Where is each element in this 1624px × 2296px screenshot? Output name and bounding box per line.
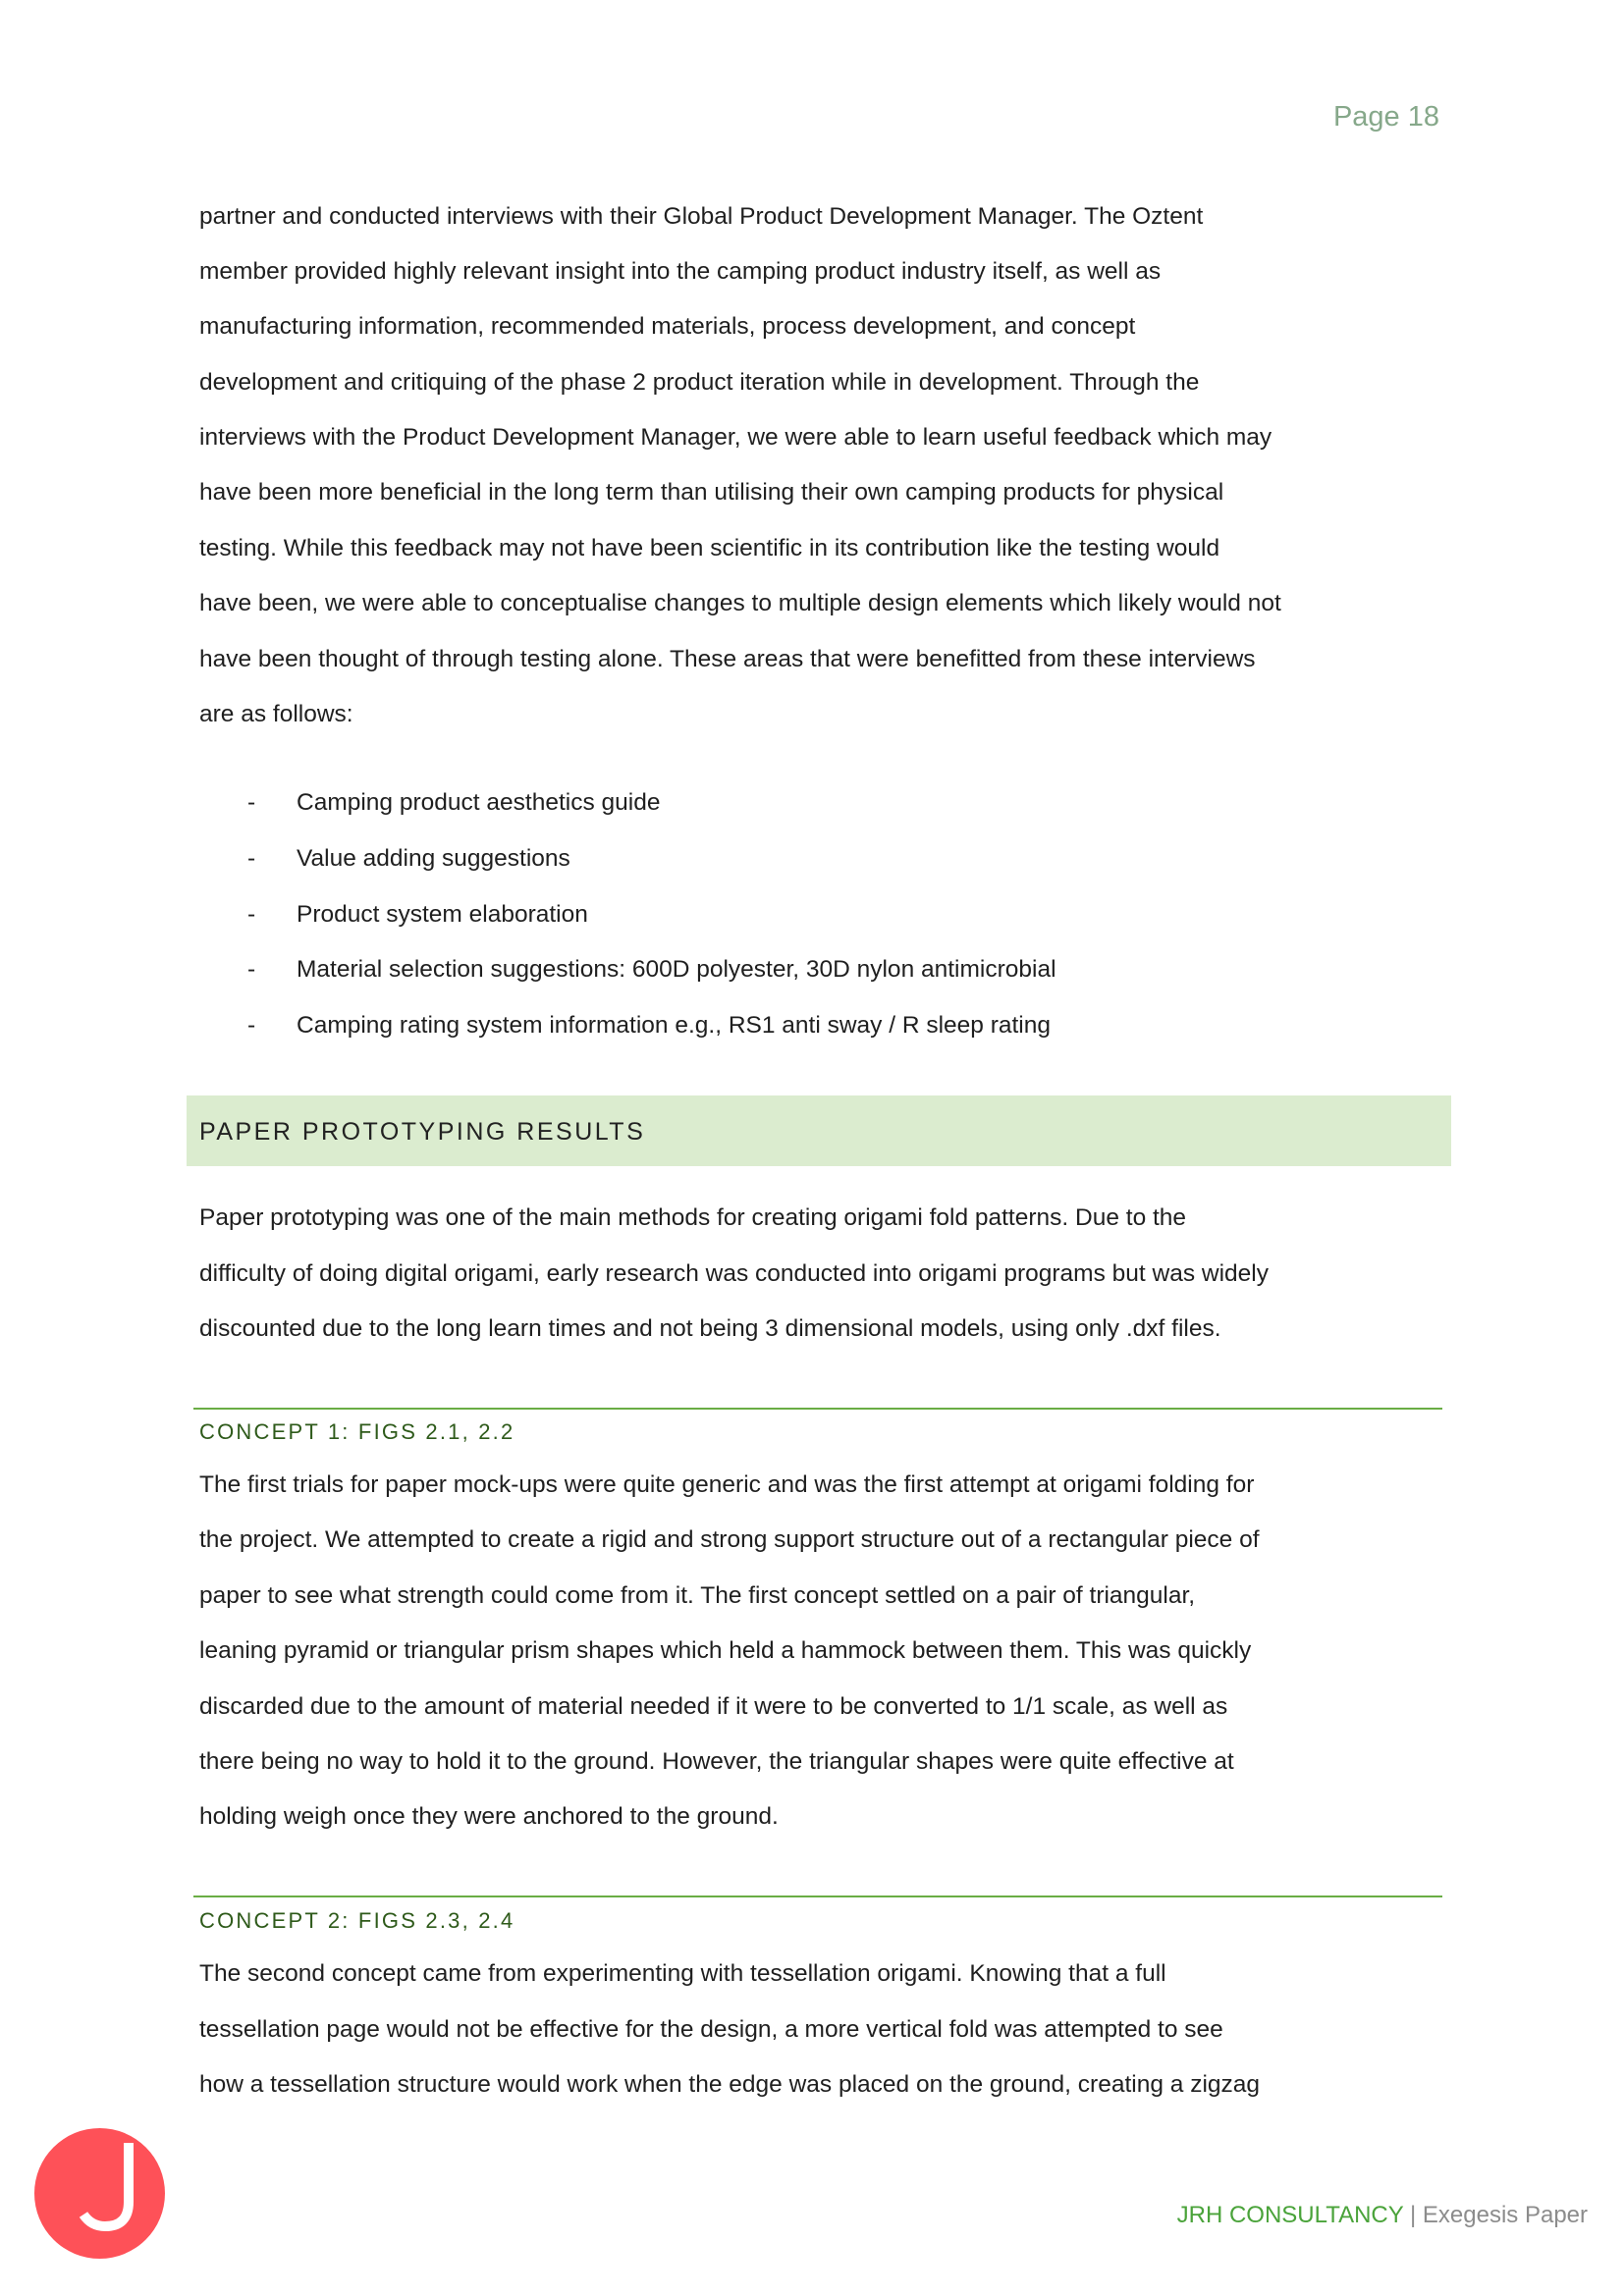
list-item: Material selection suggestions: 600D polyester, 30D nylon antimicrobial [297,956,1056,983]
page-number: Page 18 [1332,101,1439,133]
text-line: partner and conducted interviews with their Global Product Development Manager. The Oztent [199,203,1204,230]
text-line: there being no way to hold it to the ground. However, the triangular shapes were quite effective at [199,1748,1234,1775]
text-line: testing. While this feedback may not have been scientific in its contribution like the testing would [199,535,1220,561]
divider [193,1408,1442,1410]
letter-j-icon [34,2128,165,2259]
text-line: discounted due to the long learn times and not being 3 dimensional models, using only .dxf files. [199,1315,1221,1342]
bullet-dash: - [247,901,256,928]
list-item: Camping rating system information e.g., RS1 anti sway / R sleep rating [297,1012,1052,1039]
concept1-heading: CONCEPT 1: FIGS 2.1, 2.2 [199,1419,515,1444]
text-line: paper to see what strength could come from it. The first concept settled on a pair of triangular, [199,1582,1196,1609]
text-line: The second concept came from experimenting with tessellation origami. Knowing that a full [199,1960,1166,1987]
text-line: development and critiquing of the phase 2 product iteration while in development. Through the [199,369,1200,396]
footer-brand: JRH CONSULTANCY [1176,2202,1404,2228]
text-line: the project. We attempted to create a rigid and strong support structure out of a rectangular piece of [199,1526,1260,1553]
text-line: holding weigh once they were anchored to the ground. [199,1803,779,1830]
footer-document-title: Exegesis Paper [1422,2202,1588,2228]
text-line: how a tessellation structure would work when the edge was placed on the ground, creating a zigzag [199,2071,1261,2098]
text-line: interviews with the Product Development Manager, we were able to learn useful feedback which may [199,424,1272,451]
text-line: The first trials for paper mock-ups were quite generic and was the first attempt at origami folding for [199,1471,1255,1498]
text-line: tessellation page would not be effective for the design, a more vertical fold was attempted to see [199,2016,1223,2043]
text-line: discarded due to the amount of material needed if it were to be converted to 1/1 scale, as well as [199,1693,1228,1720]
text-line: manufacturing information, recommended materials, process development, and concept [199,313,1136,340]
list-item: Value adding suggestions [297,845,570,872]
bullet-dash: - [247,956,256,983]
bullet-dash: - [247,845,256,872]
text-line: leaning pyramid or triangular prism shapes which held a hammock between them. This was quickly [199,1637,1252,1664]
concept2-heading: CONCEPT 2: FIGS 2.3, 2.4 [199,1908,515,1933]
text-line: have been, we were able to conceptualise changes to multiple design elements which likely would not [199,590,1281,616]
text-line: have been more beneficial in the long term than utilising their own camping products for physical [199,479,1224,506]
bullet-dash: - [247,1012,256,1039]
list-item: Camping product aesthetics guide [297,789,661,816]
text-line: Paper prototyping was one of the main methods for creating origami fold patterns. Due to the [199,1204,1187,1231]
list-item: Product system elaboration [297,901,588,928]
text-line: difficulty of doing digital origami, early research was conducted into origami programs but was widely [199,1260,1269,1287]
text-line: are as follows: [199,701,353,727]
footer-separator: | [1410,2202,1417,2228]
text-line: member provided highly relevant insight into the camping product industry itself, as well as [199,258,1162,285]
section-heading: PAPER PROTOTYPING RESULTS [199,1118,646,1146]
footer [1177,2201,1588,2230]
bullet-dash: - [247,789,256,816]
jrh-logo [34,2128,165,2259]
divider [193,1896,1442,1897]
section-heading-band [187,1095,1451,1166]
text-line: have been thought of through testing alone. These areas that were benefitted from these interviews [199,646,1256,672]
